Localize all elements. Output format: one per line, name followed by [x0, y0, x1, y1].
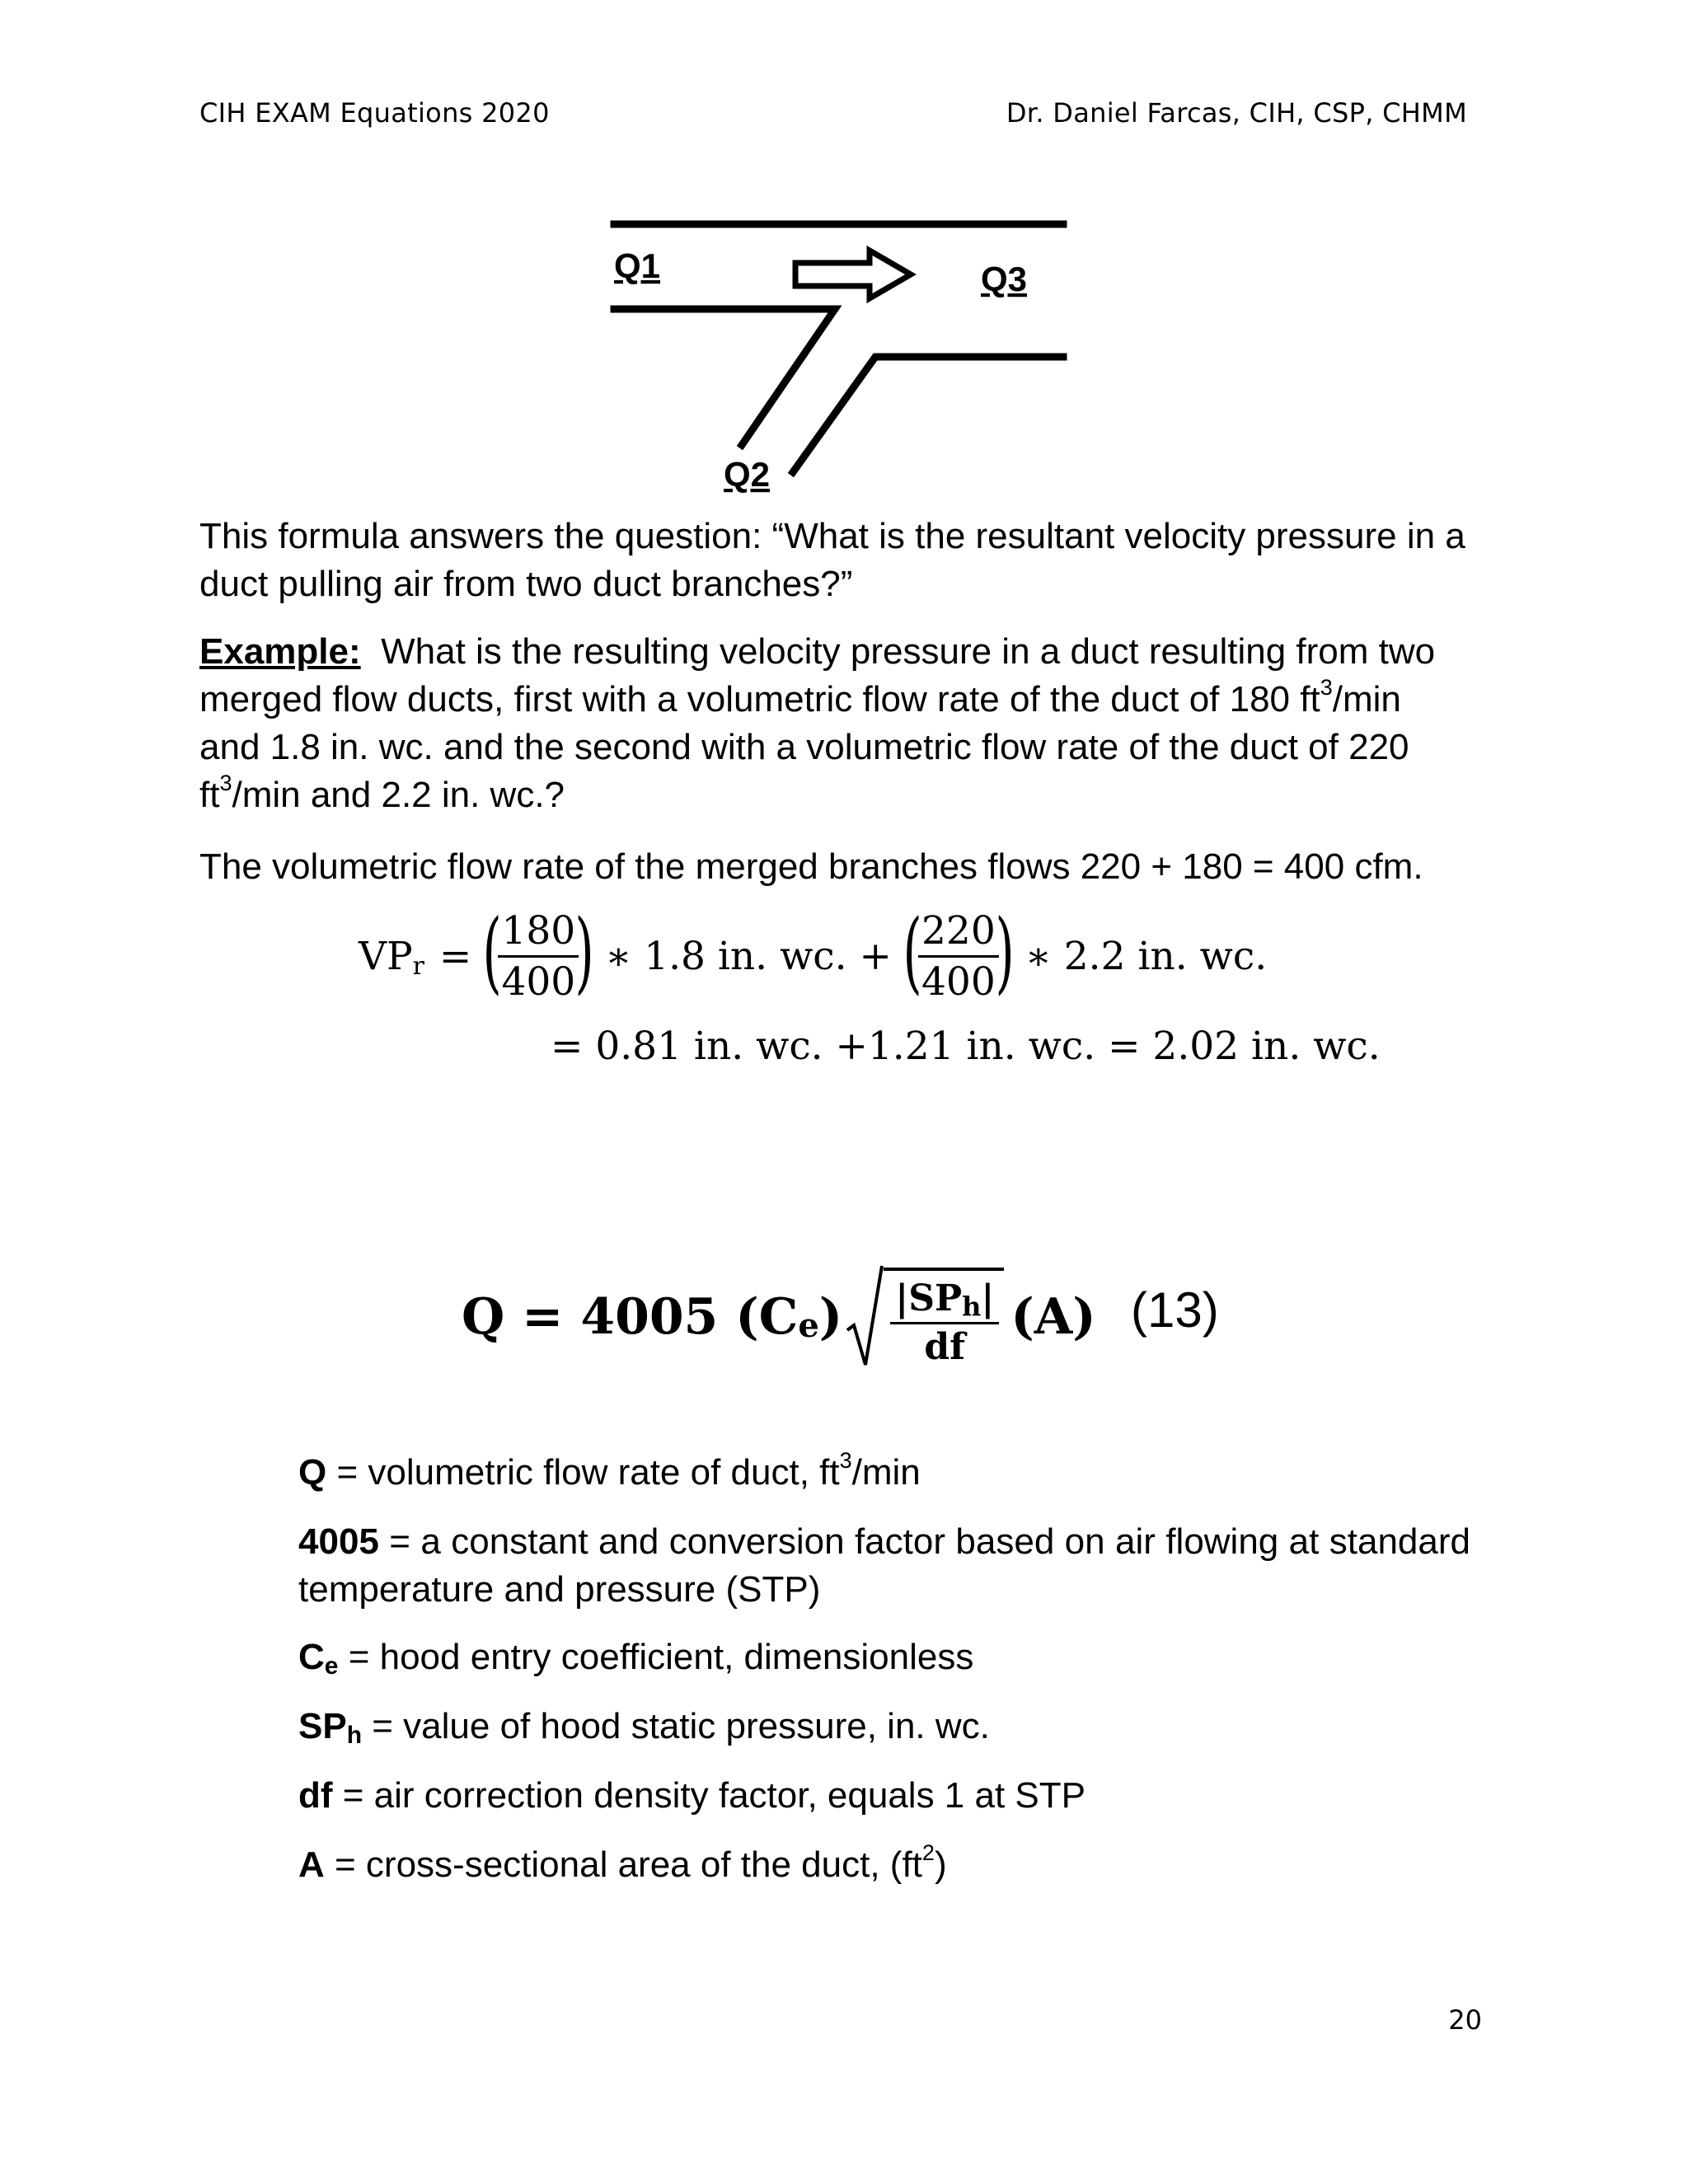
flow-rate-equation: Q = 4005 (C e ) $\frac{\text{|SPh|}}{df}$ (A)	[462, 1251, 1096, 1383]
definition-ce: Ce = hood entry coefficient, dimensionless	[298, 1637, 974, 1680]
definition-sph: SPh = value of hood static pressure, in. wc.	[298, 1706, 990, 1749]
definition-4005: 4005 = a constant and conversion factor based on air flowing at standard temperature and pressure (STP)	[298, 1521, 1470, 1610]
fraction-180-400: $\frac{180}{400}$	[498, 912, 579, 1001]
q1-label: Q1	[614, 246, 661, 285]
equation-number: (13)	[1131, 1282, 1219, 1338]
vp-lhs: VPr	[359, 933, 424, 981]
duct-lower-branch-wall	[793, 357, 1063, 472]
header-title: CIH EXAM Equations 2020	[199, 97, 550, 129]
definition-q: Q = volumetric flow rate of duct, $ft^3/\min$	[298, 1448, 921, 1493]
square-root	[846, 1264, 1004, 1370]
velocity-pressure-result: = 0.81 in. wc. +1.21 in. wc. = 2.02 in. wc.	[551, 1024, 1381, 1069]
intro-paragraph: This formula answers the question: “What is the resultant velocity pressure in a duct pulling air from two duct branches?”	[199, 516, 1465, 604]
header-author: Dr. Daniel Farcas, CIH, CSP, CHMM	[1006, 97, 1467, 129]
definition-df: df = air correction density factor, equals 1 at STP	[298, 1775, 1085, 1816]
example-paragraph: Example: What is the resulting velocity pressure in a duct resulting from two merged flow ducts, first with a volumetric flow rate of the duct of 180 $ft^3/\min$ and 1.8 in. wc. and the second with a volumetric flow rate of the duct of 220 $ft^3/\min$ and 2.2 in. wc.?	[199, 631, 1436, 815]
velocity-pressure-equation: VPr = ( $\frac{180}{400}$ ) ∗ 1.8 in. wc. + ( $\frac{220}{400}$ ) ∗ 2.2 in. wc.	[359, 901, 1268, 1005]
fraction-sph-df: $\frac{\text{|SPh|}}{df}$	[890, 1277, 999, 1366]
merged-flow-paragraph: The volumetric flow rate of the merged branches flows 220 + 180 = 400 cfm.	[199, 846, 1423, 887]
q2-label: Q2	[724, 455, 771, 494]
radical-sign-icon	[846, 1264, 884, 1370]
flow-arrow-icon	[795, 251, 911, 298]
page-number: 20	[1448, 2004, 1482, 2036]
example-label: Example:	[199, 631, 361, 672]
duct-upper-branch-wall	[614, 309, 835, 445]
fraction-220-400: $\frac{220}{400}$	[918, 912, 999, 1001]
q3-label: Q3	[981, 260, 1028, 298]
definition-a: A = cross-sectional area of the duct, $(ft^2)$	[298, 1840, 947, 1885]
duct-merge-diagram	[602, 210, 1088, 494]
